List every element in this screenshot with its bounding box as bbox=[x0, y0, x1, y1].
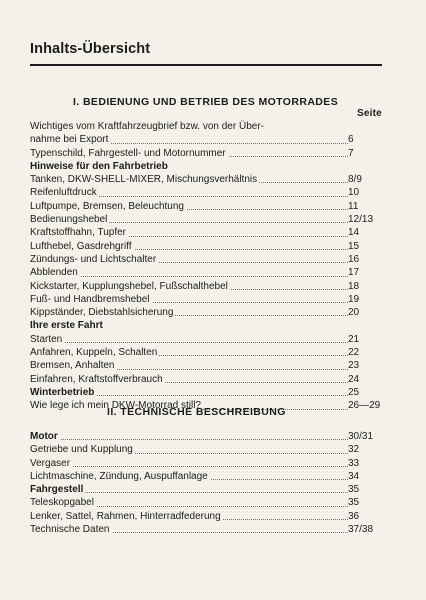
section-2-list bbox=[30, 430, 382, 536]
toc-entry-text: Fahrgestell bbox=[30, 484, 84, 496]
toc-entry-text: Fuß- und Handbremshebel bbox=[30, 293, 150, 305]
toc-entry-text: Typenschild, Fahrgestell- und Motornummer bbox=[30, 147, 226, 159]
toc-entry-text: Bedienungshebel bbox=[30, 214, 108, 226]
toc-entry-page: 25 bbox=[348, 386, 382, 399]
toc-entry-page: 23 bbox=[348, 359, 382, 372]
title-rule bbox=[30, 64, 382, 66]
section-2-heading: II. TECHNISCHE BESCHREIBUNG bbox=[107, 406, 286, 418]
toc-entry bbox=[30, 346, 382, 359]
page-column-label: Seite bbox=[357, 108, 382, 119]
toc-entry-text: Einfahren, Kraftstoffverbrauch bbox=[30, 373, 163, 385]
toc-entry-text: Kraftstoffhahn, Tupfer bbox=[30, 227, 126, 239]
toc-entry bbox=[30, 186, 382, 199]
section-1-list bbox=[30, 120, 382, 413]
toc-entry-page: 36 bbox=[348, 510, 382, 523]
toc-entry-text: nahme bei Export bbox=[30, 134, 109, 146]
toc-entry-page: 17 bbox=[348, 266, 382, 279]
toc-entry bbox=[30, 213, 382, 226]
toc-entry bbox=[30, 386, 382, 399]
toc-entry-text: Starten bbox=[30, 333, 63, 345]
toc-entry-page: 22 bbox=[348, 346, 382, 359]
toc-entry-text: Hinweise für den Fahrbetrieb bbox=[30, 160, 168, 172]
toc-entry-page: 35 bbox=[348, 483, 382, 496]
toc-entry-text: Vergaser bbox=[30, 457, 71, 469]
toc-entry-text: Winterbetrieb bbox=[30, 386, 95, 398]
toc-entry-text: Wichtiges vom Kraftfahrzeugbrief bzw. von der Über- bbox=[30, 121, 264, 132]
toc-entry bbox=[30, 226, 382, 239]
toc-entry-page: 21 bbox=[348, 333, 382, 346]
toc-entry-page: 37/38 bbox=[348, 523, 382, 536]
toc-entry-page: 24 bbox=[348, 373, 382, 386]
section-1-heading: I. BEDIENUNG UND BETRIEB DES MOTORRADES bbox=[73, 96, 339, 108]
toc-entry-page: 10 bbox=[348, 186, 382, 199]
toc-entry-text: Technische Daten bbox=[30, 524, 110, 536]
toc-entry bbox=[30, 510, 382, 523]
toc-entry-page: 12/13 bbox=[348, 213, 382, 226]
toc-entry bbox=[30, 359, 382, 372]
toc-entry bbox=[30, 443, 382, 456]
toc-entry-page: 26—29 bbox=[348, 400, 381, 412]
toc-entry bbox=[30, 160, 382, 173]
toc-entry bbox=[30, 120, 382, 133]
toc-entry-page: 16 bbox=[348, 253, 382, 266]
dot-leader bbox=[30, 439, 348, 440]
toc-entry bbox=[30, 173, 382, 186]
toc-entry-text: Abblenden bbox=[30, 267, 78, 279]
toc-entry bbox=[30, 483, 382, 496]
toc-entry-text: Getriebe und Kupplung bbox=[30, 444, 133, 456]
toc-entry-text: Lufthebel, Gasdrehgriff bbox=[30, 240, 132, 252]
toc-entry bbox=[30, 240, 382, 253]
toc-entry bbox=[30, 333, 382, 346]
toc-entry bbox=[30, 457, 382, 470]
toc-entry-text: Kickstarter, Kupplungshebel, Fußschalthebel bbox=[30, 280, 228, 292]
toc-entry-page: 6 bbox=[348, 133, 382, 146]
toc-entry bbox=[30, 293, 382, 306]
toc-entry-page: 30/31 bbox=[348, 430, 382, 443]
toc-entry-page: 34 bbox=[348, 470, 382, 483]
dot-leader bbox=[30, 466, 348, 467]
toc-entry bbox=[30, 430, 382, 443]
toc-entry-text: Kippständer, Diebstahlsicherung bbox=[30, 307, 174, 319]
toc-entry-page: 11 bbox=[348, 200, 382, 213]
toc-entry bbox=[30, 200, 382, 213]
toc-entry-text: Teleskopgabel bbox=[30, 497, 94, 509]
toc-entry-page: 18 bbox=[348, 280, 382, 293]
toc-entry-page: 14 bbox=[348, 226, 382, 239]
toc-entry-page: 32 bbox=[348, 443, 382, 456]
toc-entry-text: Lichtmaschine, Zündung, Auspuffanlage bbox=[30, 470, 208, 482]
toc-entry-page: 15 bbox=[348, 240, 382, 253]
toc-entry-text: Zündungs- und Lichtschalter bbox=[30, 253, 157, 265]
toc-entry-text: Motor bbox=[30, 431, 58, 442]
toc-entry bbox=[30, 373, 382, 386]
toc-entry bbox=[30, 280, 382, 293]
toc-entry bbox=[30, 253, 382, 266]
toc-entry-page: 33 bbox=[348, 457, 382, 470]
toc-entry-text: Lenker, Sattel, Rahmen, Hinterradfederung bbox=[30, 510, 221, 522]
toc-entry bbox=[30, 319, 382, 332]
toc-entry bbox=[30, 523, 382, 536]
dot-leader bbox=[30, 342, 348, 343]
toc-entry bbox=[30, 266, 382, 279]
toc-entry bbox=[30, 496, 382, 509]
toc-entry bbox=[30, 133, 382, 146]
toc-entry-page: 8/9 bbox=[348, 173, 382, 186]
toc-entry-text: Ihre erste Fahrt bbox=[30, 320, 103, 332]
toc-entry bbox=[30, 306, 382, 319]
toc-entry-text: Bremsen, Anhalten bbox=[30, 360, 115, 372]
toc-entry-text: Reifenluftdruck bbox=[30, 187, 97, 199]
toc-entry-page: 20 bbox=[348, 306, 382, 319]
toc-entry bbox=[30, 147, 382, 160]
toc-entry-text: Wie lege ich mein DKW-Motorrad still? bbox=[30, 400, 201, 412]
toc-entry-text: Anfahren, Kuppeln, Schalten bbox=[30, 347, 158, 359]
toc-entry-text: Tanken, DKW-SHELL-MIXER, Mischungsverhältnis bbox=[30, 174, 258, 186]
toc-entry-page: 19 bbox=[348, 293, 382, 306]
page-title: Inhalts-Übersicht bbox=[30, 41, 151, 57]
toc-entry-text: Luftpumpe, Bremsen, Beleuchtung bbox=[30, 200, 184, 212]
toc-entry bbox=[30, 470, 382, 483]
toc-entry-page: 35 bbox=[348, 496, 382, 509]
toc-entry-page: 7 bbox=[348, 147, 382, 160]
